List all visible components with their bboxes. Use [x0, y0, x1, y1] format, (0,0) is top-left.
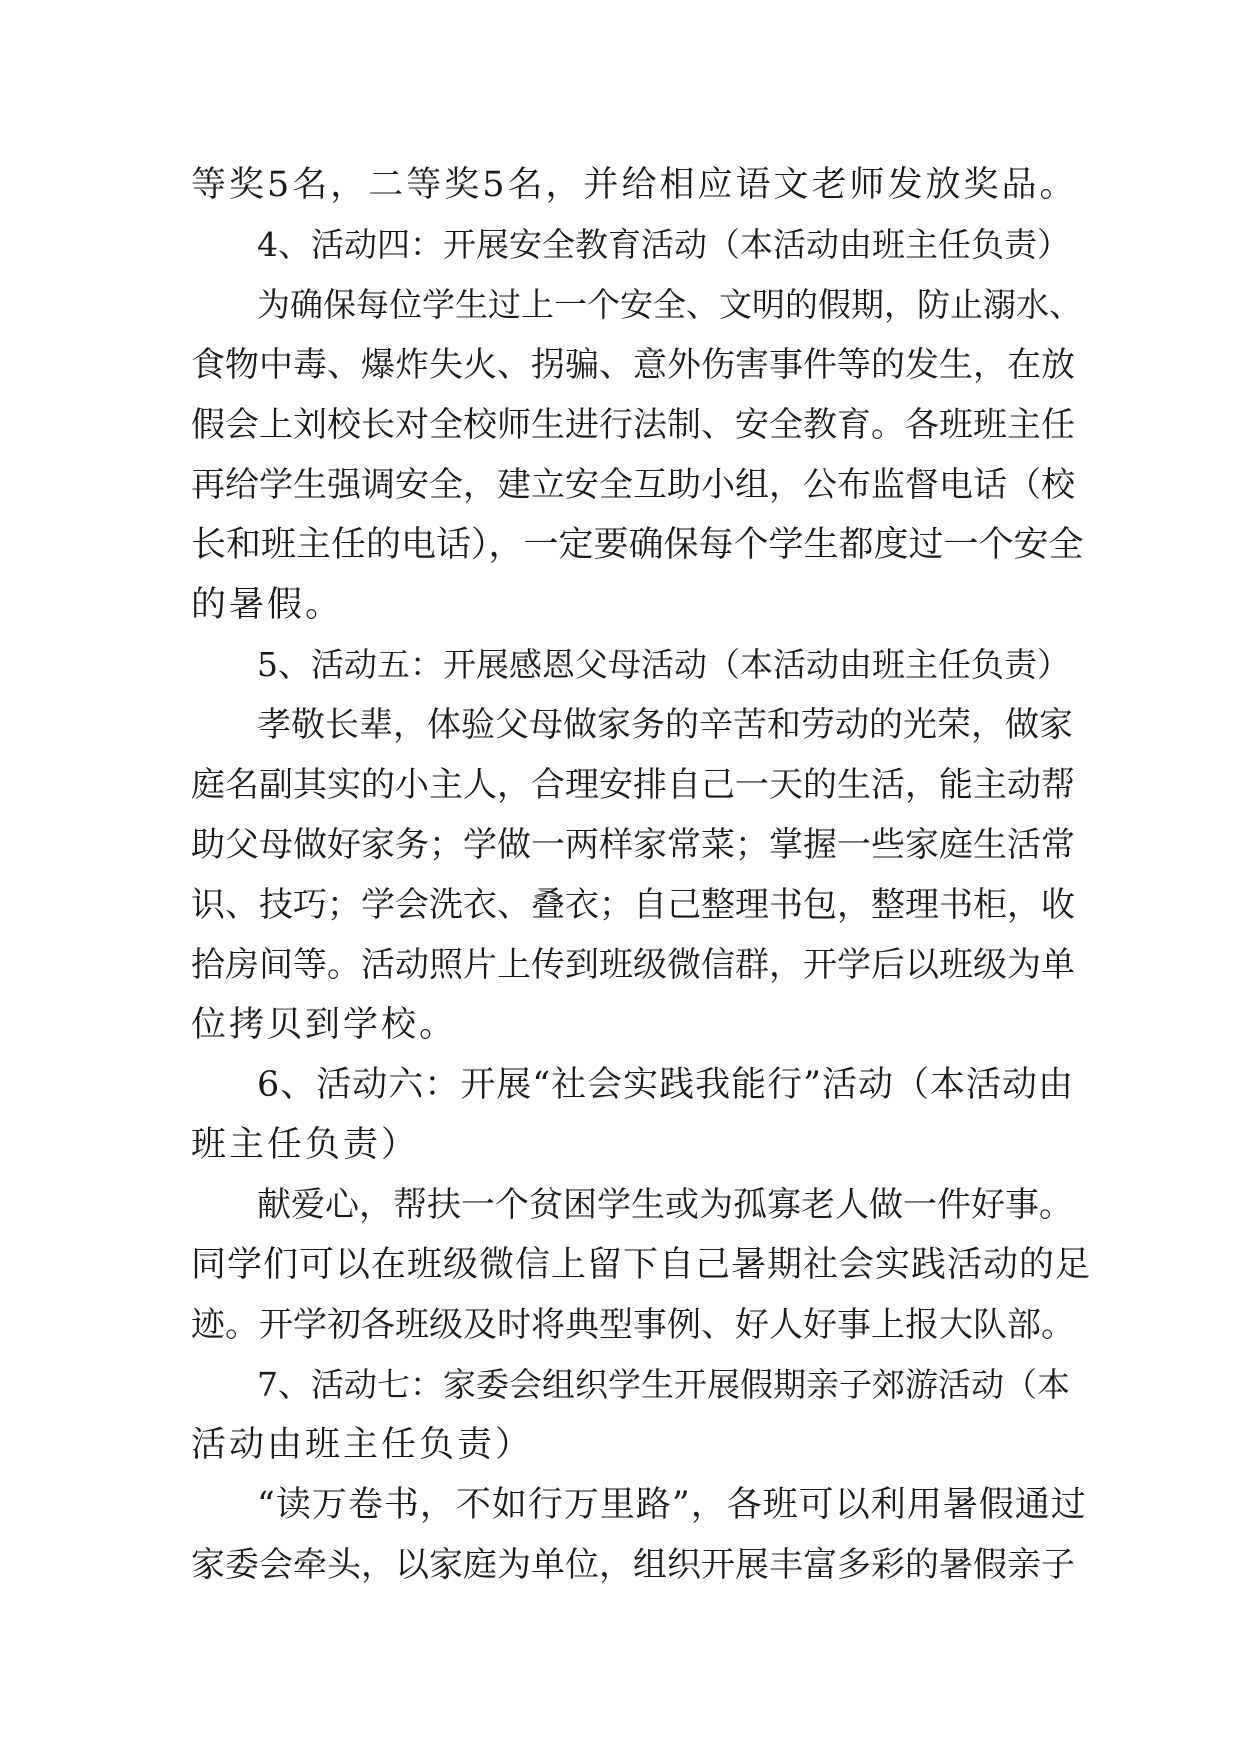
text-line: 再给学生强调安全，建立安全互助小组，公布监督电话（校: [191, 465, 1075, 505]
text-line: 迹。开学初各班级及时将典型事例、好人好事上报大队部。: [191, 1305, 1075, 1345]
text-line: 位拷贝到学校。: [191, 1005, 458, 1045]
text-line: 的暑假。: [191, 585, 344, 625]
text-line: 假会上刘校长对全校师生进行法制、安全教育。各班班主任: [191, 405, 1075, 445]
text-line: 班主任负责）: [191, 1125, 420, 1165]
section-heading-activity-7: 7、活动七：家委会组织学生开展假期亲子郊游活动（本: [257, 1365, 1070, 1404]
text-line: 食物中毒、爆炸失火、拐骗、意外伤害事件等的发生，在放: [191, 345, 1075, 385]
text-line: 庭名副其实的小主人，合理安排自己一天的生活，能主动帮: [191, 765, 1075, 805]
section-heading-activity-5: 5、活动五：开展感恩父母活动（本活动由班主任负责）: [257, 645, 1070, 684]
text-line: 活动由班主任负责）: [191, 1425, 534, 1465]
text-line: “读万卷书，不如行万里路”，各班可以利用暑假通过: [257, 1485, 1087, 1525]
text-line: 同学们可以在班级微信上留下自己暑期社会实践活动的足: [191, 1245, 1092, 1285]
text-line: 家委会牵头，以家庭为单位，组织开展丰富多彩的暑假亲子: [191, 1545, 1075, 1585]
section-heading-activity-6: 6、活动六：开展“社会实践我能行”活动（本活动由: [257, 1065, 1075, 1105]
text-line: 识、技巧；学会洗衣、叠衣；自己整理书包，整理书柜，收: [191, 885, 1075, 925]
text-line: 献爱心，帮扶一个贫困学生或为孤寡老人做一件好事。: [257, 1185, 1073, 1225]
text-line: 拾房间等。活动照片上传到班级微信群，开学后以班级为单: [191, 945, 1075, 985]
text-line: 长和班主任的电话），一定要确保每个学生都度过一个安全: [191, 525, 1084, 565]
text-line: 助父母做好家务；学做一两样家常菜；掌握一些家庭生活常: [191, 825, 1075, 865]
text-line: 为确保每位学生过上一个安全、文明的假期，防止溺水、: [257, 285, 1082, 324]
section-heading-activity-4: 4、活动四：开展安全教育活动（本活动由班主任负责）: [257, 225, 1070, 264]
text-line: 孝敬长辈，体验父母做家务的辛苦和劳动的光荣，做家: [257, 705, 1073, 745]
text-line: 等奖5名，二等奖5名，并给相应语文老师发放奖品。: [191, 165, 1078, 205]
